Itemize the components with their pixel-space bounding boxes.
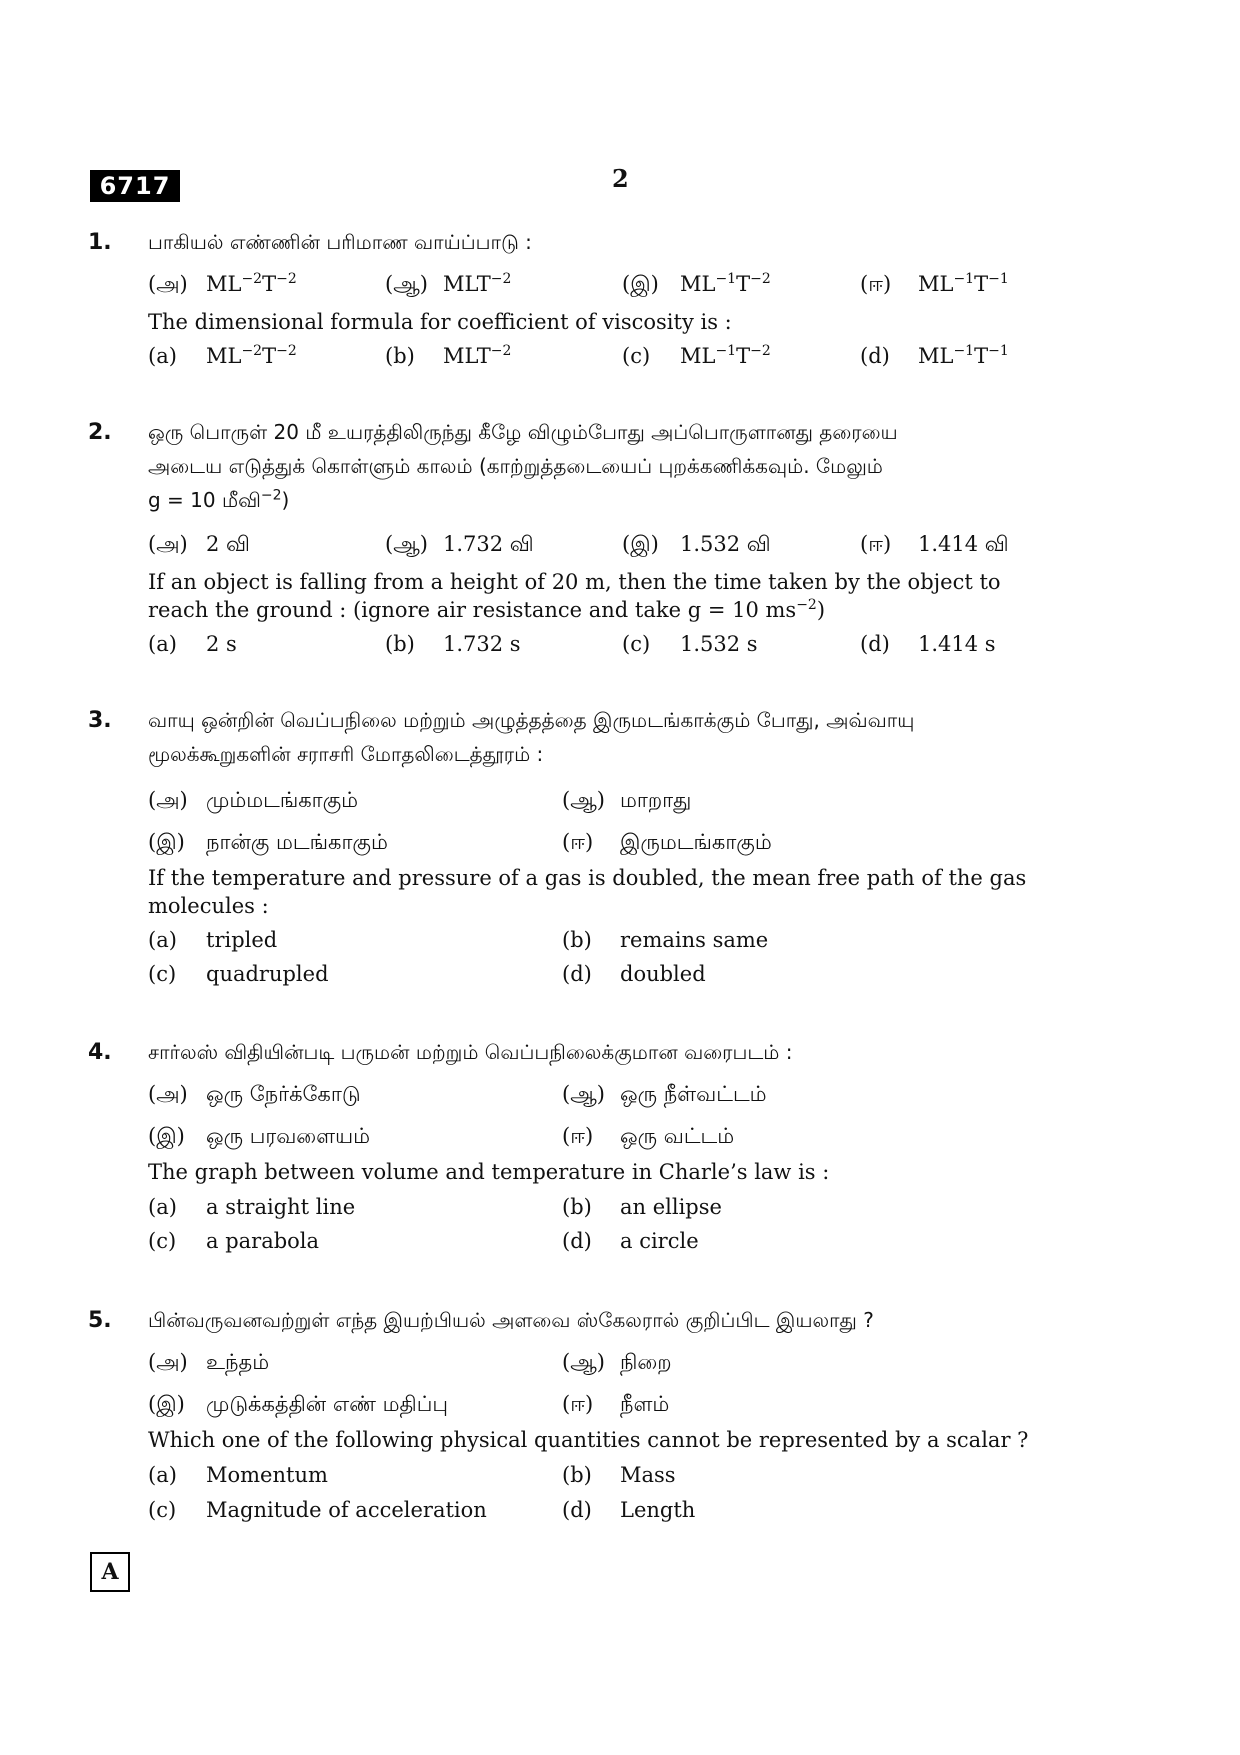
option-english-c	[148, 962, 329, 986]
option-label: (a)	[148, 344, 177, 368]
option-label: (d)	[860, 632, 890, 656]
option-text: 2 வி	[206, 532, 250, 556]
option-label: (ஈ)	[562, 1392, 594, 1416]
option-label: (c)	[148, 1229, 177, 1253]
option-text: 1.532 s	[680, 632, 758, 656]
question-number: 3.	[88, 708, 112, 733]
option-tamil-c	[148, 1392, 448, 1419]
question-text-english: The graph between volume and temperature in Charle’s law is :	[148, 1160, 830, 1184]
option-english-b	[562, 1195, 722, 1219]
option-text: மும்மடங்காகும்	[206, 788, 359, 812]
exponent: −2	[260, 487, 282, 504]
formula-base: T	[974, 344, 989, 368]
page-number: 2	[612, 164, 629, 193]
formula-exponent: −1	[715, 343, 737, 359]
option-text: இருமடங்காகும்	[620, 830, 772, 854]
option-tamil-b	[385, 532, 534, 559]
formula-base: T	[974, 272, 989, 296]
option-label: (b)	[562, 1463, 592, 1487]
option-text: Mass	[620, 1463, 676, 1487]
option-text: முடுக்கத்தின் எண் மதிப்பு	[206, 1392, 448, 1416]
option-english-b	[385, 344, 511, 368]
option-label: (ஆ)	[562, 788, 605, 812]
option-label: (ஆ)	[562, 1350, 605, 1374]
option-tamil-d	[562, 1124, 734, 1151]
option-english-c	[622, 344, 771, 368]
option-english-b	[562, 928, 768, 952]
option-english-c	[622, 632, 758, 656]
option-label: (ஆ)	[562, 1082, 605, 1106]
question-text-tamil-line: வாயு ஒன்றின் வெப்பநிலை மற்றும் அழுத்தத்தை இருமடங்காக்கும் போது, அவ்வாயு	[148, 708, 915, 732]
option-label: (d)	[562, 1498, 592, 1522]
question-text-tamil-line: அடைய எடுத்துக் கொள்ளும் காலம் (காற்றுத்தடையைப் புறக்கணிக்கவும். மேலும்	[148, 454, 883, 478]
option-label: (c)	[148, 962, 177, 986]
question-text-english: Which one of the following physical quantities cannot be represented by a scalar ?	[148, 1428, 1029, 1452]
option-label: (இ)	[148, 830, 185, 854]
option-tamil-b	[562, 1082, 767, 1109]
question-text-english-line: molecules :	[148, 894, 269, 918]
option-english-d	[562, 1229, 699, 1253]
option-label: (c)	[622, 632, 651, 656]
option-label: (ஈ)	[860, 532, 892, 556]
option-text: Length	[620, 1498, 696, 1522]
option-english-d	[562, 1498, 695, 1522]
option-text: tripled	[206, 928, 278, 952]
option-text: Momentum	[206, 1463, 328, 1487]
text-fragment: reach the ground : (ignore air resistance and take g = 10 ms	[148, 598, 797, 622]
formula-exponent: −2	[490, 343, 512, 359]
option-tamil-a	[148, 272, 297, 299]
option-english-d	[860, 344, 1009, 368]
option-label: (அ)	[148, 272, 188, 296]
formula-base: T	[262, 272, 277, 296]
option-text: remains same	[620, 928, 769, 952]
set-letter-box: A	[90, 1552, 130, 1592]
option-label: (a)	[148, 1463, 177, 1487]
option-tamil-d	[562, 1392, 669, 1419]
formula-base: ML	[206, 344, 242, 368]
text-fragment: )	[281, 488, 290, 512]
option-english-c	[148, 1498, 487, 1522]
option-text: 1.414 வி	[918, 532, 1009, 556]
option-tamil-c	[148, 1124, 370, 1151]
question-text-tamil: பாகியல் எண்ணின் பரிமாண வாய்ப்பாடு :	[148, 230, 532, 254]
question-number: 2.	[88, 420, 112, 445]
option-label: (c)	[622, 344, 651, 368]
option-text: நான்கு மடங்காகும்	[206, 830, 388, 854]
question-text-english-line	[148, 598, 825, 622]
option-label: (இ)	[622, 532, 659, 556]
question-text-english-line: If the temperature and pressure of a gas is doubled, the mean free path of the gas	[148, 866, 1027, 890]
text-fragment: g = 10 மீவி	[148, 488, 261, 512]
formula-base: ML	[918, 344, 954, 368]
option-tamil-b	[385, 272, 511, 299]
formula-base: MLT	[443, 344, 491, 368]
option-tamil-c	[622, 272, 771, 299]
formula-exponent: −1	[988, 271, 1009, 287]
option-english-a	[148, 1195, 355, 1219]
option-text: ஒரு வட்டம்	[620, 1124, 735, 1148]
option-label: (ஆ)	[385, 532, 428, 556]
option-text: 1.732 வி	[443, 532, 534, 556]
option-label: (a)	[148, 928, 177, 952]
option-tamil-a	[148, 1082, 361, 1109]
option-label: (அ)	[148, 1350, 188, 1374]
option-label: (c)	[148, 1498, 177, 1522]
question-text-english-line: If an object is falling from a height of 20 m, then the time taken by the object to	[148, 570, 1001, 594]
option-label: (ஈ)	[562, 830, 594, 854]
option-text: a parabola	[206, 1229, 320, 1253]
option-tamil-c	[622, 532, 771, 559]
option-label: (b)	[562, 928, 592, 952]
question-text-tamil: சார்லஸ் விதியின்படி பருமன் மற்றும் வெப்பநிலைக்குமான வரைபடம் :	[148, 1040, 793, 1064]
option-label: (a)	[148, 1195, 177, 1219]
formula-exponent: −2	[276, 271, 297, 287]
formula-base: ML	[206, 272, 242, 296]
option-text: quadrupled	[206, 962, 329, 986]
paper-code-badge: 6717	[90, 170, 180, 202]
option-text: a circle	[620, 1229, 699, 1253]
exponent: −2	[796, 597, 817, 613]
option-tamil-a	[148, 788, 358, 815]
option-text: 1.732 s	[443, 632, 521, 656]
option-label: (ஈ)	[860, 272, 892, 296]
option-tamil-a	[148, 1350, 269, 1377]
formula-exponent: −2	[241, 271, 263, 287]
option-tamil-c	[148, 830, 388, 857]
option-text: Magnitude of acceleration	[206, 1498, 487, 1522]
option-tamil-b	[562, 1350, 672, 1377]
option-text: 1.532 வி	[680, 532, 771, 556]
question-number: 5.	[88, 1308, 112, 1333]
formula-base: T	[736, 272, 751, 296]
option-label: (அ)	[148, 532, 188, 556]
formula-exponent: −2	[276, 343, 297, 359]
option-label: (d)	[562, 1229, 592, 1253]
question-text-tamil: பின்வருவனவற்றுள் எந்த இயற்பியல் அளவை ஸ்கேலரால் குறிப்பிட இயலாது ?	[148, 1308, 874, 1332]
option-english-a	[148, 632, 237, 656]
question-number: 4.	[88, 1040, 112, 1065]
option-english-b	[385, 632, 521, 656]
formula-exponent: −1	[953, 271, 975, 287]
option-text: ஒரு நேர்க்கோடு	[206, 1082, 361, 1106]
option-text: a straight line	[206, 1195, 356, 1219]
question-text-english: The dimensional formula for coefficient of viscosity is :	[148, 310, 732, 334]
option-text: an ellipse	[620, 1195, 722, 1219]
question-text-tamil-line: ஒரு பொருள் 20 மீ உயரத்திலிருந்து கீழே விழும்போது அப்பொருளானது தரையை	[148, 420, 898, 444]
option-label: (ஆ)	[385, 272, 428, 296]
option-text: உந்தம்	[206, 1350, 270, 1374]
option-english-d	[562, 962, 706, 986]
option-label: (d)	[860, 344, 890, 368]
formula-base: T	[736, 344, 751, 368]
option-label: (இ)	[148, 1124, 185, 1148]
option-english-c	[148, 1229, 319, 1253]
formula-base: ML	[918, 272, 954, 296]
option-tamil-b	[562, 788, 691, 815]
option-label: (b)	[562, 1195, 592, 1219]
option-label: (அ)	[148, 788, 188, 812]
formula-base: ML	[680, 272, 716, 296]
option-text: ஒரு நீள்வட்டம்	[620, 1082, 767, 1106]
option-label: (d)	[562, 962, 592, 986]
option-english-a	[148, 1463, 328, 1487]
option-label: (ஈ)	[562, 1124, 594, 1148]
formula-exponent: −2	[750, 271, 771, 287]
option-english-b	[562, 1463, 676, 1487]
option-label: (b)	[385, 632, 415, 656]
formula-base: T	[262, 344, 277, 368]
formula-exponent: −1	[715, 271, 737, 287]
option-text: நிறை	[620, 1350, 672, 1374]
option-text: நீளம்	[620, 1392, 670, 1416]
option-text: doubled	[620, 962, 706, 986]
option-label: (அ)	[148, 1082, 188, 1106]
option-text: 1.414 s	[918, 632, 996, 656]
option-english-a	[148, 344, 297, 368]
option-text: ஒரு பரவளையம்	[206, 1124, 371, 1148]
text-fragment: )	[816, 598, 826, 622]
formula-exponent: −1	[988, 343, 1009, 359]
option-english-a	[148, 928, 277, 952]
option-tamil-d	[562, 830, 772, 857]
option-label: (இ)	[622, 272, 659, 296]
question-text-tamil-line: மூலக்கூறுகளின் சராசரி மோதலிடைத்தூரம் :	[148, 742, 544, 766]
question-text-tamil-line	[148, 488, 289, 515]
option-label: (b)	[385, 344, 415, 368]
question-number: 1.	[88, 230, 112, 255]
option-label: (a)	[148, 632, 177, 656]
formula-exponent: −2	[241, 343, 263, 359]
option-tamil-d	[860, 532, 1009, 559]
option-label: (இ)	[148, 1392, 185, 1416]
option-tamil-a	[148, 532, 250, 559]
option-text: மாறாது	[620, 788, 692, 812]
option-english-d	[860, 632, 996, 656]
option-tamil-d	[860, 272, 1009, 299]
option-text: 2 s	[206, 632, 237, 656]
formula-exponent: −1	[953, 343, 975, 359]
formula-exponent: −2	[490, 271, 512, 287]
formula-base: MLT	[443, 272, 491, 296]
formula-exponent: −2	[750, 343, 771, 359]
formula-base: ML	[680, 344, 716, 368]
